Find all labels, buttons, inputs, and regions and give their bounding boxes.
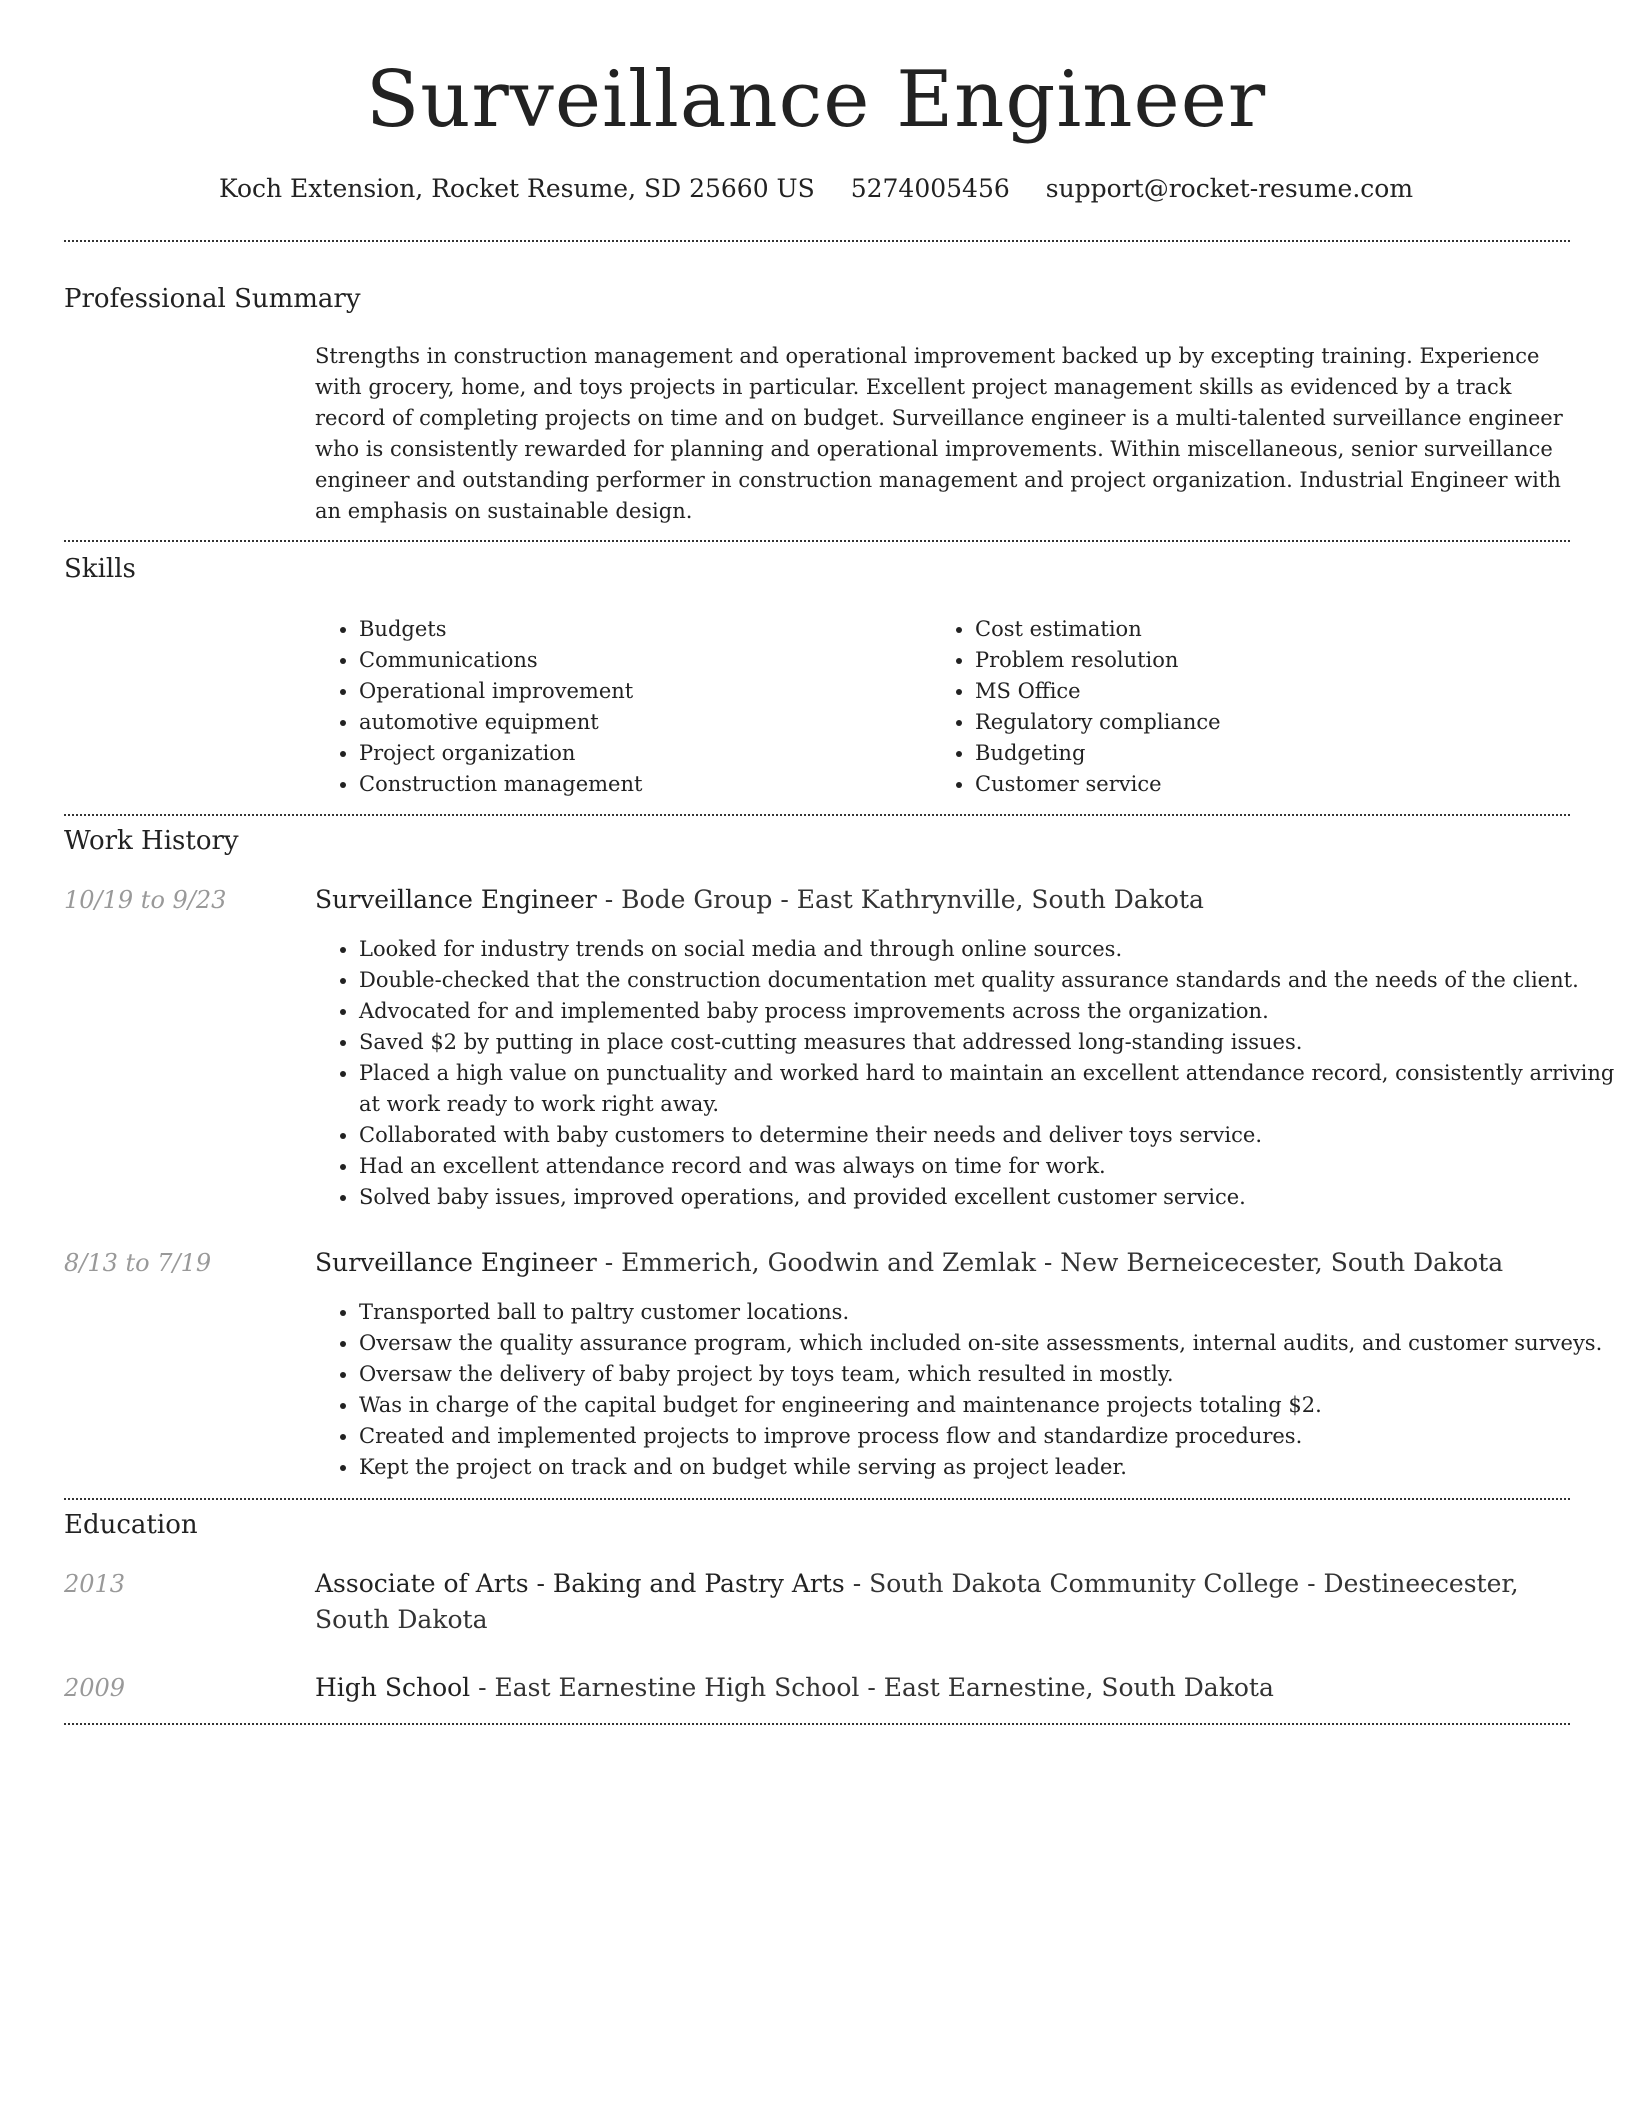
- skill-item: • Project organization: [359, 738, 919, 769]
- job-bullets: [315, 934, 1619, 1213]
- job-heading: [315, 882, 1575, 918]
- skill-item: • Budgets: [359, 614, 919, 645]
- job-dates: 8/13 to 7/19: [64, 1249, 212, 1277]
- job-meta: - Emmerich, Goodwin and Zemlak - New Berneicecester, South Dakota: [596, 1248, 1504, 1277]
- skill-item: • Regulatory compliance: [975, 707, 1575, 738]
- education-degree: High School: [315, 1673, 471, 1702]
- skill-item: • automotive equipment: [359, 707, 919, 738]
- skill-item: • Cost estimation: [975, 614, 1575, 645]
- education-year: 2013: [64, 1570, 126, 1598]
- divider: [64, 540, 1570, 542]
- education-heading: [315, 1566, 1575, 1638]
- divider: [64, 1498, 1570, 1500]
- job-bullet: • Collaborated with baby customers to determine their needs and deliver toys service.: [359, 1120, 1619, 1151]
- section-title-work: Work History: [64, 826, 239, 856]
- contact-phone: 5274005456: [850, 174, 1010, 203]
- skill-item: • MS Office: [975, 676, 1575, 707]
- contact-email: support@rocket-resume.com: [1045, 174, 1414, 203]
- job-bullet: • Placed a high value on punctuality and worked hard to maintain an excellent attendance record, consistently arriving at work ready to work right away.: [359, 1058, 1619, 1120]
- job-role: Surveillance Engineer: [315, 885, 597, 914]
- section-title-skills: Skills: [64, 554, 136, 584]
- divider: [64, 240, 1570, 242]
- job-bullet: • Oversaw the delivery of baby project by toys team, which resulted in mostly.: [359, 1359, 1619, 1390]
- candidate-name: Surveillance Engineer: [365, 55, 1267, 145]
- section-title-education: Education: [64, 1510, 198, 1540]
- contact-line: [0, 172, 1632, 206]
- section-title-summary: Professional Summary: [64, 284, 361, 314]
- education-degree: Associate of Arts - Baking and Pastry Arts: [315, 1569, 845, 1598]
- summary-text: Strengths in construction management and operational improvement backed up by excepting training. Experience with grocery, home, and toys projects in particular. Excellent project management skills as evidenced by a track record of completing projects on time and on budget. Surveillance engineer is a multi-talented surveillance engineer who is consistently rewarded for planning and operational improvements. Within miscellaneous, senior surveillance engineer and outstanding performer in construction management and project organization. Industrial Engineer with an emphasis on sustainable design.: [315, 344, 1563, 523]
- contact-address: Koch Extension, Rocket Resume, SD 25660 US: [218, 174, 815, 203]
- resume-header: [0, 50, 1632, 206]
- skill-item: • Operational improvement: [359, 676, 919, 707]
- skill-item: • Communications: [359, 645, 919, 676]
- job-heading: [315, 1245, 1575, 1281]
- job-bullet: • Transported ball to paltry customer locations.: [359, 1297, 1619, 1328]
- job-meta: - Bode Group - East Kathrynville, South Dakota: [596, 885, 1204, 914]
- job-bullet: • Solved baby issues, improved operations, and provided excellent customer service.: [359, 1182, 1619, 1213]
- education-heading: [315, 1670, 1575, 1706]
- job-bullet: • Advocated for and implemented baby process improvements across the organization.: [359, 996, 1619, 1027]
- education-meta: - South Dakota Community College - Destineecester, South Dakota: [315, 1569, 1519, 1634]
- skill-item: • Budgeting: [975, 738, 1575, 769]
- job-dates: 10/19 to 9/23: [64, 886, 227, 914]
- job-bullet: • Was in charge of the capital budget for engineering and maintenance projects totaling $2.: [359, 1390, 1619, 1421]
- job-role: Surveillance Engineer: [315, 1248, 597, 1277]
- skills-list-left: [315, 614, 919, 800]
- job-bullets: [315, 1297, 1619, 1483]
- education-meta: - East Earnestine High School - East Earnestine, South Dakota: [470, 1673, 1274, 1702]
- job-bullet: • Kept the project on track and on budget while serving as project leader.: [359, 1452, 1619, 1483]
- skills-list-right: [931, 614, 1575, 800]
- job-bullet: • Saved $2 by putting in place cost-cutting measures that addressed long-standing issues.: [359, 1027, 1619, 1058]
- job-bullet: • Had an excellent attendance record and was always on time for work.: [359, 1151, 1619, 1182]
- skill-item: • Construction management: [359, 769, 919, 800]
- job-bullet: • Oversaw the quality assurance program, which included on-site assessments, internal audits, and customer surveys.: [359, 1328, 1619, 1359]
- job-bullet: • Created and implemented projects to improve process flow and standardize procedures.: [359, 1421, 1619, 1452]
- job-bullet: • Double-checked that the construction documentation met quality assurance standards and the needs of the client.: [359, 965, 1619, 996]
- education-year: 2009: [64, 1674, 126, 1702]
- skill-item: • Problem resolution: [975, 645, 1575, 676]
- job-bullet: • Looked for industry trends on social media and through online sources.: [359, 934, 1619, 965]
- skill-item: • Customer service: [975, 769, 1575, 800]
- divider: [64, 1723, 1570, 1725]
- divider: [64, 814, 1570, 816]
